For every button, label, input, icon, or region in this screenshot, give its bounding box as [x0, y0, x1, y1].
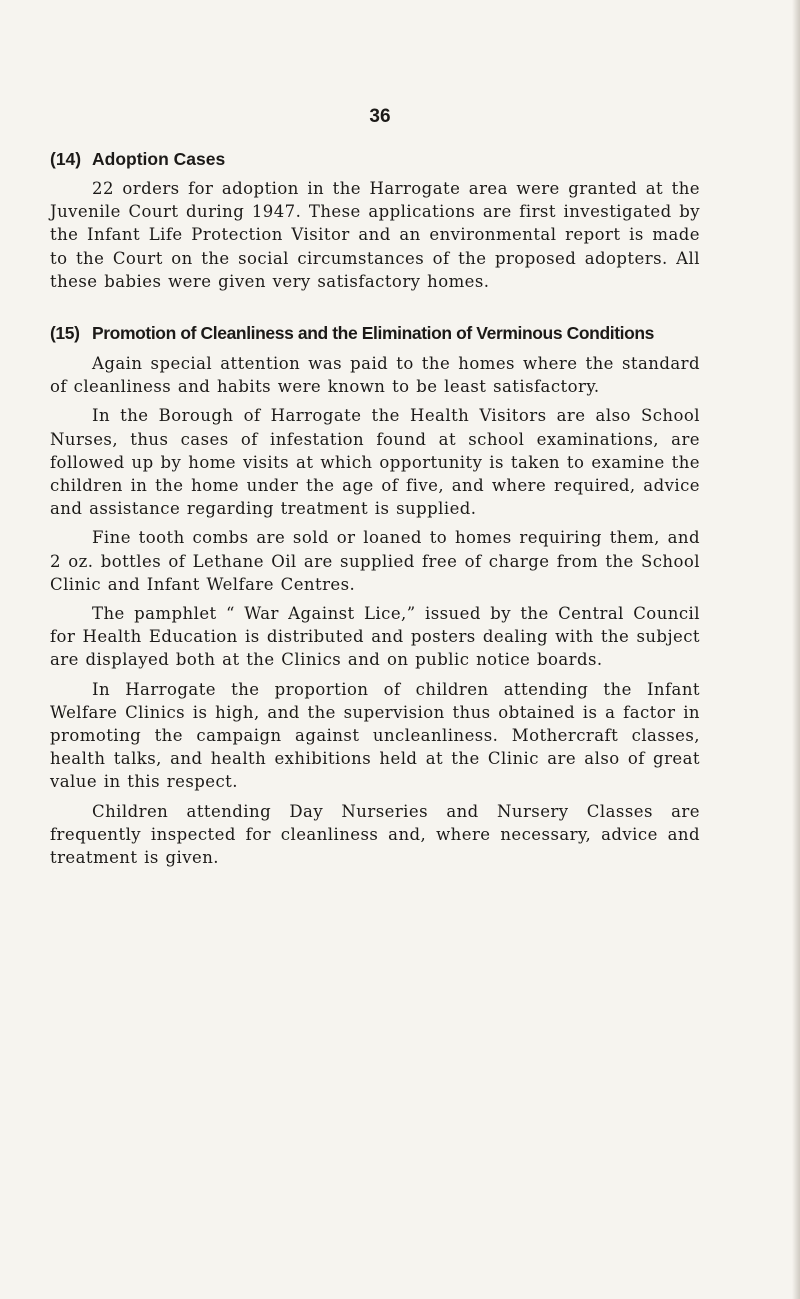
page-number: 36: [369, 106, 391, 127]
paragraph: 22 orders for adoption in the Harrogate area were granted at the Juvenile Court during 1947. These applications are first investigated by the Infant Life Protection Visitor and an environmental report is made to the Court on the social circumstances of the proposed adopters. All these babies were given very satisfactory homes.: [50, 179, 700, 291]
paragraph: Again special attention was paid to the homes where the standard of cleanliness and habits were known to be least satisfactory.: [50, 354, 700, 397]
page-content: [50, 148, 700, 869]
section-heading: [50, 148, 700, 170]
section-heading: [50, 322, 700, 344]
section-title: Adoption Cases: [92, 149, 226, 169]
paragraph: Children attending Day Nurseries and Nursery Classes are frequently inspected for cleanliness and, where necessary, advice and treatment is given.: [50, 801, 700, 868]
section-cleanliness: [50, 322, 700, 869]
page-edge-shadow: [792, 0, 800, 1299]
paragraph: Fine tooth combs are sold or loaned to homes requiring them, and 2 oz. bottles of Lethane Oil are supplied free of charge from the School Clinic and Infant Welfare Centres.: [50, 528, 700, 594]
paragraph: In Harrogate the proportion of children attending the Infant Welfare Clinics is high, and the supervision thus obtained is a factor in promoting the campaign against uncleanliness. Mothercraft classes, health talks, and health exhibitions held at the Clinic are also of great value in this respect.: [50, 679, 700, 792]
section-number: (15): [50, 323, 80, 344]
paragraph: In the Borough of Harrogate the Health Visitors are also School Nurses, thus cases of infestation found at school examinations, are followed up by home visits at which opportunity is taken to examine the children in the home under the age of five, and where required, advice and assistance regarding treatment is supplied.: [50, 406, 700, 519]
section-title: Promotion of Cleanliness and the Elimination of Verminous Conditions: [92, 323, 655, 344]
section-number: (14): [50, 149, 82, 169]
section-adoption-cases: [50, 148, 700, 293]
paragraph: The pamphlet “ War Against Lice,” issued by the Central Council for Health Education is distributed and posters dealing with the subject are displayed both at the Clinics and on public notice boards.: [50, 604, 700, 670]
